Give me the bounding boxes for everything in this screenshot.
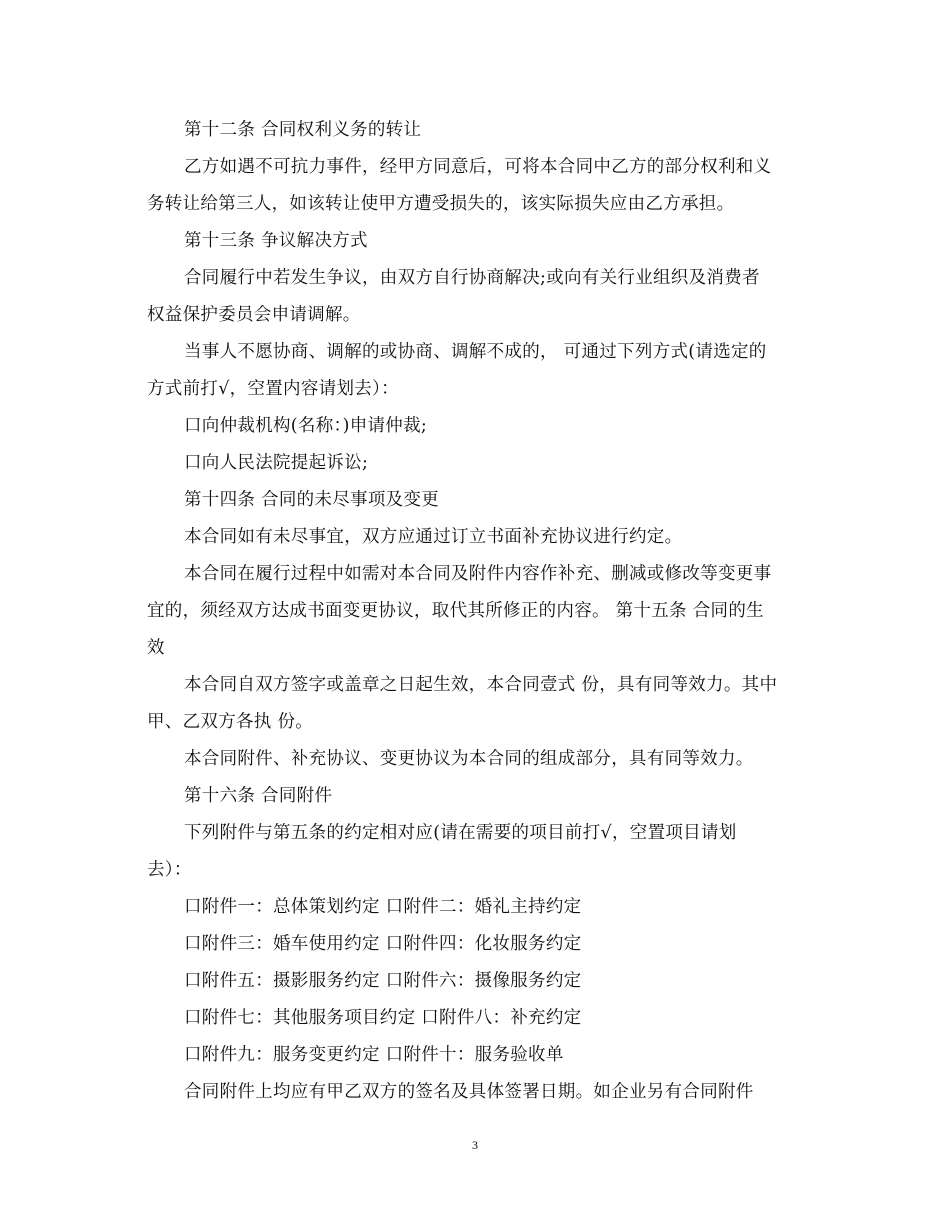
text-line: 效 xyxy=(147,638,165,658)
text-line: 口附件七：其他服务项目约定 口附件八：补充约定 xyxy=(184,1008,582,1028)
text-line: 口向人民法院提起诉讼; xyxy=(184,453,369,473)
document-body xyxy=(147,112,807,1111)
text-line: 口附件五：摄影服务约定 口附件六：摄像服务约定 xyxy=(184,971,582,991)
text-line: 口附件三：婚车使用约定 口附件四：化妆服务约定 xyxy=(184,934,582,954)
text-line: 去）： xyxy=(147,860,192,880)
text-line: 第十六条 合同附件 xyxy=(184,786,333,806)
text-line: 甲、乙双方各执 份。 xyxy=(147,712,314,732)
text-line: 口附件一：总体策划约定 口附件二：婚礼主持约定 xyxy=(184,897,582,917)
text-line: 本合同附件、补充协议、变更协议为本合同的组成部分，具有同等效力。 xyxy=(184,749,754,769)
text-line: 方式前打√，空置内容请划去）： xyxy=(147,379,399,399)
text-line: 当事人不愿协商、调解的或协商、调解不成的， 可通过下列方式(请选定的 xyxy=(184,342,767,362)
text-line: 本合同自双方签字或盖章之日起生效，本合同壹式 份，具有同等效力。其中 xyxy=(184,675,778,695)
text-line: 下列附件与第五条的约定相对应(请在需要的项目前打√，空置项目请划 xyxy=(184,823,737,843)
text-line: 第十三条 争议解决方式 xyxy=(184,231,368,251)
text-line: 本合同如有未尽事宜，双方应通过订立书面补充协议进行约定。 xyxy=(184,527,683,547)
text-line: 合同履行中若发生争议，由双方自行协商解决;或向有关行业组织及消费者 xyxy=(184,268,760,288)
text-line: 宜的，须经双方达成书面变更协议，取代其所修正的内容。 第十五条 合同的生 xyxy=(147,601,764,621)
text-line: 合同附件上均应有甲乙双方的签名及具体签署日期。如企业另有合同附件 xyxy=(184,1082,754,1102)
text-line: 第十二条 合同权利义务的转让 xyxy=(184,120,422,140)
text-line: 乙方如遇不可抗力事件，经甲方同意后，可将本合同中乙方的部分权利和义 xyxy=(184,157,772,177)
text-line: 本合同在履行过程中如需对本合同及附件内容作补充、删减或修改等变更事 xyxy=(184,564,772,584)
text-line: 口向仲裁机构(名称：)申请仲裁; xyxy=(184,416,428,436)
text-line: 权益保护委员会申请调解。 xyxy=(147,305,361,325)
text-line: 务转让给第三人，如该转让使甲方遭受损失的，该实际损失应由乙方承担。 xyxy=(147,194,735,214)
text-line: 第十四条 合同的未尽事项及变更 xyxy=(184,490,440,510)
text-line: 口附件九：服务变更约定 口附件十：服务验收单 xyxy=(184,1045,564,1065)
page-number: 3 xyxy=(472,1138,478,1152)
